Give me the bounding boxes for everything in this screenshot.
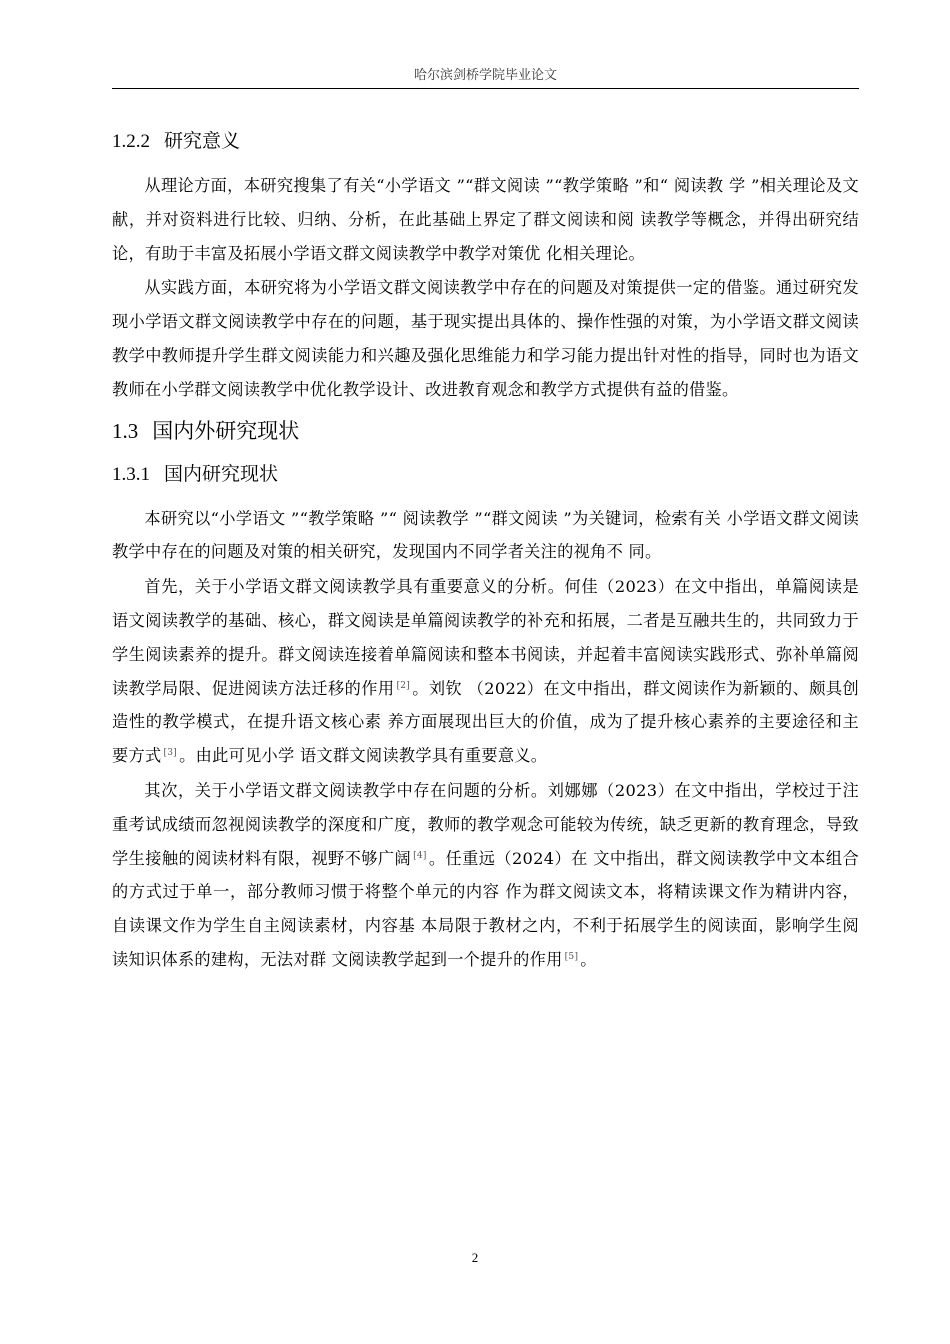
paragraph-keywords: 本研究以“小学语文 ”“教学策略 ”“ 阅读教学 ”“群文阅读 ”为关键词，检索有关 小学语文群文阅读教学中存在的问题及对策的相关研究，发现国内不同学者关注的视角不 同。 xyxy=(112,508,859,562)
section-heading-1-3 xyxy=(112,411,859,451)
paragraph-theory: 从理论方面，本研究搜集了有关“小学语文 ”“群文阅读 ”“教学策略 ”和“ 阅读教 学 ”相关理论及文献，并对资料进行比较、归纳、分析，在此基础上界定了群文阅读和阅 读教学等概念，并得出研究结论，有助于丰富及拓展小学语文群文阅读教学中教学对策优 化相关理论。 xyxy=(112,176,859,263)
paragraph-practice: 从实践方面，本研究将为小学语文群文阅读教学中存在的问题及对策提供一定的借鉴。通过研究发现小学语文群文阅读教学中存在的问题，基于现实提出具体的、操作性强的对策，为小学语文群文阅读教学中教师提升学生群文阅读能力和兴趣及强化思维能力和学习能力提出针对性的指导，同时也为语文教师在小学群文阅读教学中优化教学设计、改进教育观念和教学方式提供有益的借鉴。 xyxy=(112,278,859,399)
section-heading-1-3-1 xyxy=(112,457,859,492)
header-rule xyxy=(112,88,859,89)
section-title: 研究意义 xyxy=(164,130,241,152)
page-body xyxy=(112,118,859,978)
text-run: 。 xyxy=(580,949,597,969)
text-run: 。由此可见小学 语文群文阅读教学具有重要意义。 xyxy=(179,746,548,766)
citation-ref: [2] xyxy=(396,680,411,691)
section-heading-1-2-2 xyxy=(112,124,859,159)
text-run: 。刘钦 （2022）在文中指出，群文阅读作为新颖的、颇具创造性的教学模式，在提升语文核心素 养方面展现出巨大的价值，成为了提升核心素养的主要途径和主要方式 xyxy=(112,678,859,766)
running-header: 哈尔滨剑桥学院毕业论文 xyxy=(413,68,557,83)
paragraph-significance xyxy=(112,570,859,773)
citation-ref: [3] xyxy=(163,748,178,759)
section-title: 国内研究现状 xyxy=(164,462,279,485)
section-title: 国内外研究现状 xyxy=(152,418,300,443)
citation-ref: [5] xyxy=(564,951,579,962)
page-number: 2 xyxy=(471,1250,479,1265)
text-run: 。任重远（2024）在 文中指出，群文阅读教学中文本组合的方式过于单一，部分教师习惯于将整个单元的内容 作为群文阅读文本，将精读课文作为精讲内容，自读课文作为学生自主阅读素材，内容基 本局限于教材之内，不利于拓展学生的阅读面，影响学生阅读知识体系的建构，无法对群 文阅读教学起到一个提升的作用 xyxy=(112,848,859,969)
citation-ref: [4] xyxy=(413,850,427,861)
text-run: 首先，关于小学语文群文阅读教学具有重要意义的分析。何佳（2023）在文中指出，单篇阅读是语文阅读教学的基础、核心，群文阅读是单篇阅读教学的补充和拓展，二者是互融共生的，共同致力于学生阅读素养的提升。群文阅读连接着单篇阅读和整本书阅读，并起着丰富阅读实践形式、弥补单篇阅读教学局限、促进阅读方法迁移的作用 xyxy=(112,577,859,698)
section-number: 1.2.2 xyxy=(112,131,150,152)
section-number: 1.3 xyxy=(112,418,139,443)
section-number: 1.3.1 xyxy=(112,463,150,485)
text-run: 其次，关于小学语文群文阅读教学中存在问题的分析。刘娜娜（2023）在文中指出，学校过于注重考试成绩而忽视阅读教学的深度和广度，教师的教学观念可能较为传统，缺乏更新的教育理念，导致学生接触的阅读材料有限，视野不够广阔 xyxy=(112,780,859,868)
paragraph-problems xyxy=(112,774,859,977)
